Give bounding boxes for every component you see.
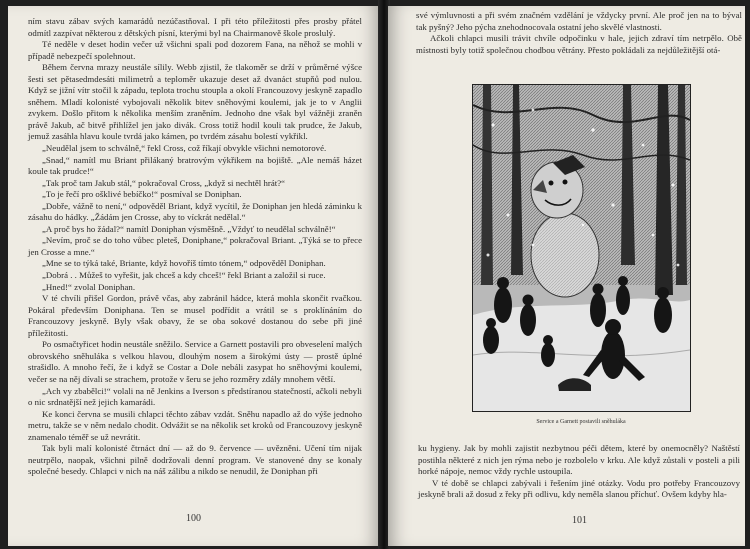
paragraph: „Ach vy zbabělci!“ volali na ně Jenkins a Iverson s předstíranou statečností, ačkoli nebyli o nic srdnatější než jejich kamarádi.: [28, 385, 362, 408]
right-page-top-text: [416, 10, 742, 56]
right-page: [388, 6, 745, 546]
paragraph: „To je řečí pro ošklivé bebíčko!“ posmíval se Doniphan.: [42, 189, 242, 200]
paragraph: Tak byli malí kolonisté čtrnáct dní — až do 9. července — uvězněni. Učení tím nijak neutrpělo, naopak, všichni pilně dodržovali denní program. Ve stanovené dny se konaly společné besedy. Chlapci v nich na náš zálibu a nikdo se nenudil, že Doniphan při: [28, 443, 362, 477]
page-number-right: 101: [572, 515, 587, 526]
paragraph: Během června mrazy neustále sílily. Webb zjistil, že tlakoměr se drží v průměrné výšce šesti set pětasedmdesáti milimetrů a teploměr ukazuje deset až dvanáct stupňů pod nulou. Když se jižní vítr stočil k západu, teplota trochu stoupla a okolí Francouzovy jeskyně zapadlo sněhem. Mladí kolonisté vybojovali několik bitev sněhovými koulemi, jak je to v Anglii zvykem. Došlo přitom k několika menším zraněním. Jednoho dne však byl vážněji zraněn právě Jakub, ač bitvě přihlížel jen jako divák. Cross totiž hodil kouli tak prudce, že Jakub, jemuž zasáhla hlavu koule tvrdá jako kámen, po tvrdém zásahu bolestí vykřikl.: [28, 62, 362, 142]
page-number-left: 100: [186, 513, 201, 524]
paragraph: Té neděle v deset hodin večer už všichni spali pod dozorem Fana, na něhož se mohli v případě nebezpečí spolehnout.: [28, 39, 362, 61]
paragraph: ku hygieny. Jak by mohli zajistit nezbytnou péči dětem, které by onemocněly? Naštěstí postihla některé z nich jen rýma nebo je rozbolelo v krku. Ale když zůstali v posteli a pili horké nápoje, nemoc vždy rychle ustoupila.: [418, 443, 740, 477]
paragraph: Po osmačtyřicet hodin neustále sněžilo. Service a Garnett postavili pro obveselení malých obrovského sněhuláka s velkou hlavou, dlouhým nosem a širokými ústy — prostě úplné strašidlo. A mnoho řečí, že i když se Costar a Dole nebáli zasypat ho sněhovými koulemi, večer se na něj dívali se strachem, protože v šeru se jeho rozměry zdály mnohem větší.: [28, 339, 362, 384]
paragraph: Ke konci června se musili chlapci těchto zábav vzdát. Sněhu napadlo až do výše jednoho metru, takže se v něm nedalo chodit. Odvážit se na několik set kroků od Francouzovy jeskyně znamenalo téměř se už nevrátit.: [28, 408, 362, 442]
paragraph: Ačkoli chlapci musili trávit chvíle odpočinku v hale, jejich zdraví tím netrpělo. Obě místnosti byly totiž společnou chodbou větrány. Přesto pokládali za nejdůležitější otá-: [416, 33, 742, 55]
paragraph: „Dobře, vážně to není,“ odpověděl Briant, když vycítil, že Doniphan jen hledá záminku k zásahu do hádky. „Žádám jen Crosse, aby to víckrát nedělal.“: [28, 200, 362, 223]
right-page-bottom-text: [418, 443, 740, 501]
paragraph: „Neudělal jsem to schválně,“ řekl Cross, což říkají obvykle všichni nemotorové.: [42, 143, 327, 154]
paragraph: „Dobrá . . Můžeš to vyřešit, jak chceš a kdy chceš!“ řekl Briant a založil si ruce.: [42, 270, 326, 281]
paragraph: své výmluvnosti a při svém značném vzdělání je vždycky první. Ale proč jen na to býval tak pyšný? Jeho pýcha znehodnocovala ostatní jeho skvělé vlastnosti.: [416, 10, 742, 32]
engraving-image: [473, 85, 690, 411]
paragraph: „Mne se to týká také, Briante, když hovoříš tímto tónem,“ odpověděl Doniphan.: [42, 258, 326, 269]
paragraph: „Nevím, proč se do toho vůbec pleteš, Doniphane,“ pokračoval Briant. „Týká se to přece jen Crosse a mne.“: [28, 235, 362, 257]
paragraph: V té době se chlapci zabývali i řešením jiné otázky. Vodu pro potřeby Francouzovy jeskyně brali až dosud z řeky při odlivu, kdy neměla slanou příchuť. Ovšem kdyby hla-: [418, 477, 740, 500]
paragraph: V té chvíli přišel Gordon, právě včas, aby zabránil hádce, která mohla skončit rvačkou. Pokáral především Doniphana. Ten se musel podřídit a vrátil se s proklínáním do Francouzovy jeskyně. Byly však obavy, že se oba sokové dostanou do sebe při jiné příležitosti.: [28, 293, 362, 338]
paragraph: „Tak proč tam Jakub stál,“ pokračoval Cross, „když si nechtěl hrát?“: [42, 177, 286, 188]
left-page: [8, 6, 380, 546]
snowman-illustration: [472, 84, 691, 412]
paragraph: „Hned!“ zvolal Doniphan.: [42, 281, 136, 292]
paragraph: „A proč bys ho žádal?“ namítl Doniphan výsměšně. „Vždyť to neudělal schválně!“: [42, 223, 336, 234]
paragraph: „Snad,“ namítl mu Briant přilákaný bratrovým výkřikem na bojiště. „Ale nemáš házet koule tak prudce!“: [28, 154, 362, 177]
left-page-text: [28, 16, 362, 478]
paragraph: ním stavu zábav svých kamarádů nezúčastňoval. I při této příležitosti přes prosby přátel odmítl zazpívat některou z dětských písní, kterými byl na Chairmanově škole proslulý.: [28, 16, 362, 38]
figure-caption: Service a Garnett postavili sněhuláka: [536, 419, 626, 425]
